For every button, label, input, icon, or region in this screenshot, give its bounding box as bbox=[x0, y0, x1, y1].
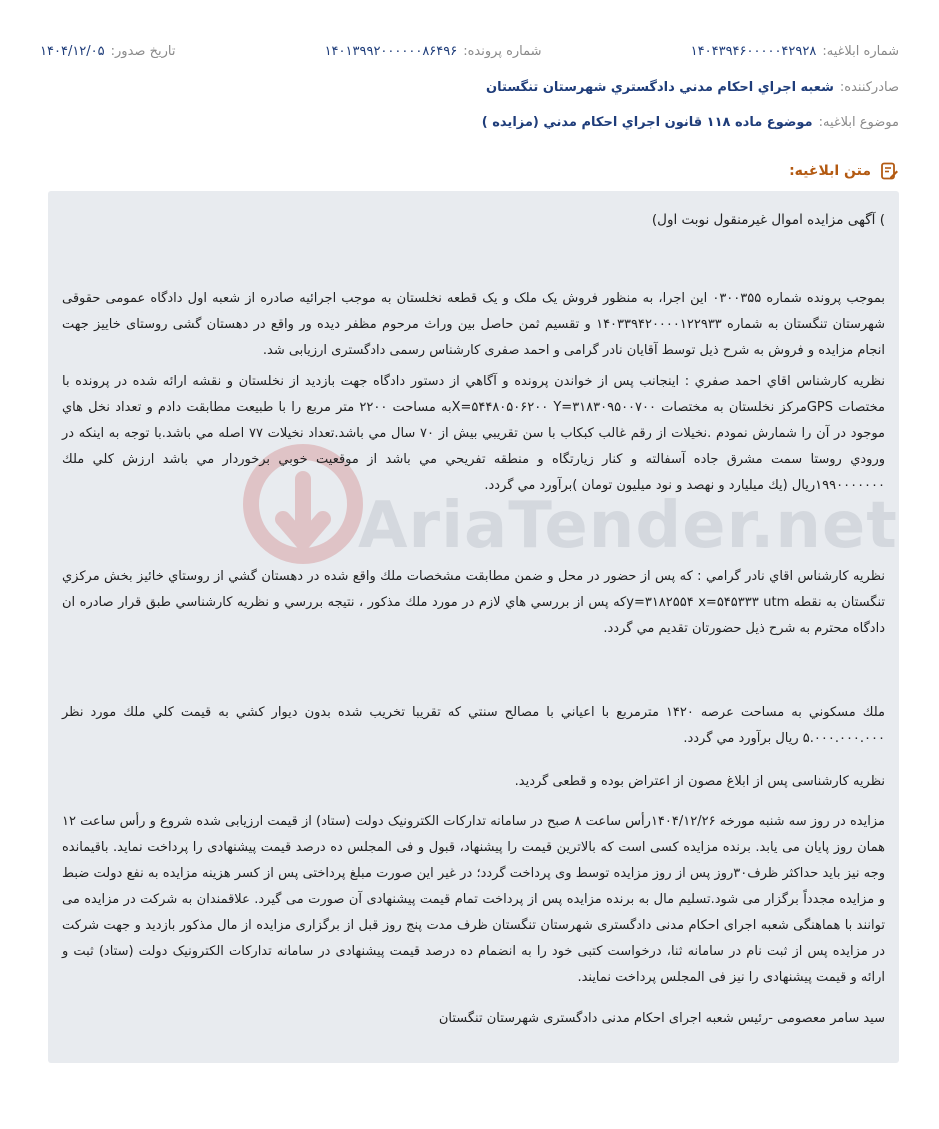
issue-date-value: ۱۴۰۴/۱۲/۰۵ bbox=[40, 44, 105, 59]
notice-text-title: متن ابلاغیه: bbox=[789, 163, 871, 179]
notice-heading: ) آگهی مزایده اموال غیرمنقول نوبت اول) bbox=[651, 212, 885, 228]
issue-date-label: تاریخ صدور: bbox=[110, 44, 176, 59]
paragraph-expert-2: نظريه كارشناس اقاي نادر گرامي : كه پس از حضور در محل و ضمن مطابقت مشخصات ملك واقع شده در دهستان گشي از روستاي خائيز بخش مركزي تنگستان به نقطه y=۳۱۸۲۵۵۴ x=۵۴۵۳۳۳ utmكه پس از بررسي هاي لازم در مورد ملك مذكور ، نتيجه بررسي و نظريه كارشناسي طبق قرار صادره ان دادگاه محترم به شرح ذيل حضورتان تقديم مي گردد. bbox=[62, 569, 885, 636]
case-number-value: ۱۴۰۱۳۹۹۲۰۰۰۰۰۰۸۶۴۹۶ bbox=[324, 44, 458, 59]
header-row-subject bbox=[40, 115, 899, 130]
issuer bbox=[486, 80, 899, 95]
header-row-numbers bbox=[40, 44, 899, 59]
paragraph-intro: بموجب پرونده شماره ۰۳۰۰۳۵۵ این اجرا، به منظور فروش یک ملک و یک قطعه نخلستان به موجب اجرائیه صادره از شعبه اول دادگاه عمومی حقوقی شهرستان تنگستان به شماره ۱۴۰۳۳۹۴۲۰۰۰۰۱۲۲۹۳۳ و تقسیم ثمن حاصل بین وراث مرحوم مظفر دیده ور واقع در دهستان گشی روستای خاییز جهت انجام مزایده و فروش به شرح ذیل توسط آقایان نادر گرامی و احمد صفری کارشناس رسمی دادگستری ارزیابی شد. bbox=[62, 291, 885, 358]
issuer-label: صادرکننده: bbox=[839, 80, 899, 95]
notice-content-panel bbox=[48, 191, 899, 1063]
paragraph-auction-terms: مزایده در روز سه شنبه مورخه ۱۴۰۴/۱۲/۲۶رأس ساعت ۸ صبح در سامانه تدارکات الکترونیک دولت (ستاد) از قیمت ارزیابی شده شروع و رأس ساعت ۱۲ همان روز پایان می یابد. برنده مزایده کسی است که بالاترین قیمت را پیشنهاد، قبول و فی المجلس ده درصد قیمت پیشنهادی را پرداخت نماید. باقیمانده وجه نیز باید حداکثر ظرف۳۰روز پس از روز مزایده توسط وی پرداخت گردد؛ در غیر این صورت مبلغ پرداختی پس از کسر هزینه مزایده به نفع دولت ضبط و مزایده مجدداً برگزار می شود.تسلیم مال به برنده مزایده پس از پرداخت تمام قیمت پیشنهادی آن صورت می گیرد. علاقمندان به شرکت در مزایده می توانند با هماهنگی شعبه اجرای احکام مدنی دادگستری شهرستان تنگستان ظرف مدت پنج روز قبل از برگزاری مزایده از مال مذکور بازدید و جهت شرکت در مزایده پس از ثبت نام در سامانه ثنا، درخواست کتبی خود را به انضمام ده درصد قیمت پیشنهادی در سامانه تدارکات الکترونیک دولت (ستاد) ثبت و ارائه و قیمت پیشنهادی را نیز فی المجلس پرداخت نمایند. bbox=[62, 814, 885, 985]
notice-number-label: شماره ابلاغیه: bbox=[822, 44, 899, 59]
signature-line: سید سامر معصومی -رئیس شعبه اجرای احکام مدنی دادگستری شهرستان تنگستان bbox=[438, 1011, 885, 1026]
paragraph-finality: نظریه کارشناسی پس از ابلاغ مصون از اعتراض بوده و قطعی گردید. bbox=[514, 774, 885, 789]
issue-date bbox=[40, 44, 175, 59]
case-number bbox=[325, 44, 542, 59]
subject-value: موضوع ماده ۱۱۸ قانون اجراي احكام مدني (مزايده ) bbox=[481, 115, 813, 130]
notice-number-value: ۱۴۰۴۳۹۴۶۰۰۰۰۰۴۲۹۲۸ bbox=[690, 44, 817, 59]
notice-text-heading bbox=[789, 161, 899, 181]
case-number-label: شماره پرونده: bbox=[463, 44, 542, 59]
paragraph-residential-property: ملك مسكوني به مساحت عرصه ۱۴۲۰ مترمربع با اعياني با مصالح سنتي كه تقريبا تخريب شده بدون ديوار كشي به قيمت كلي ملك مورد نظر ۵.۰۰۰.۰۰۰.۰۰۰ ريال برآورد مي گردد. bbox=[62, 705, 885, 746]
document-edit-icon bbox=[879, 161, 899, 181]
watermark-text: AriaTender.net bbox=[358, 489, 898, 563]
subject bbox=[482, 115, 899, 130]
header-row-issuer bbox=[40, 80, 899, 95]
paragraph-expert-1: نظريه كارشناس اقاي احمد صفري : اينجانب پس از خواندن پرونده و آگاهي از دستور دادگاه جهت بازديد از نخلستان و نقشه ارائه شده در پرونده با مختصات GPSمركز نخلستان به مختصات X=۵۴۴۸۰۵۰۶۲۰۰ Y=۳۱۸۳۰۹۵۰۰۷۰۰به مساحت ۲۲۰۰ متر مربع را با طبيعت مطابقت دادم و تعداد نخل هاي موجود در آن را شمارش نمودم .نخيلات از رقم غالب كبكاب با سن تقريبي بيش از ۷۰ سال مي باشد.تعداد نخيلات ۷۷ اصله مي باشد.با توجه به اينكه در ورودي روستا سمت مشرق جاده آسفالته و كنار زيارتگاه و منطقه تفريحي مي باشد از موقعيت خوبي برخوردار مي باشد ارزش كلي ملك ۱۹۹۰۰۰۰۰۰۰ريال (يك ميليارد و نهصد و نود ميليون تومان )برآورد مي گردد. bbox=[62, 374, 886, 493]
issuer-value: شعبه اجراي احكام مدني دادگستري شهرستان تنگستان bbox=[486, 80, 834, 95]
subject-label: موضوع ابلاغیه: bbox=[818, 115, 899, 130]
notice-number bbox=[691, 44, 899, 59]
